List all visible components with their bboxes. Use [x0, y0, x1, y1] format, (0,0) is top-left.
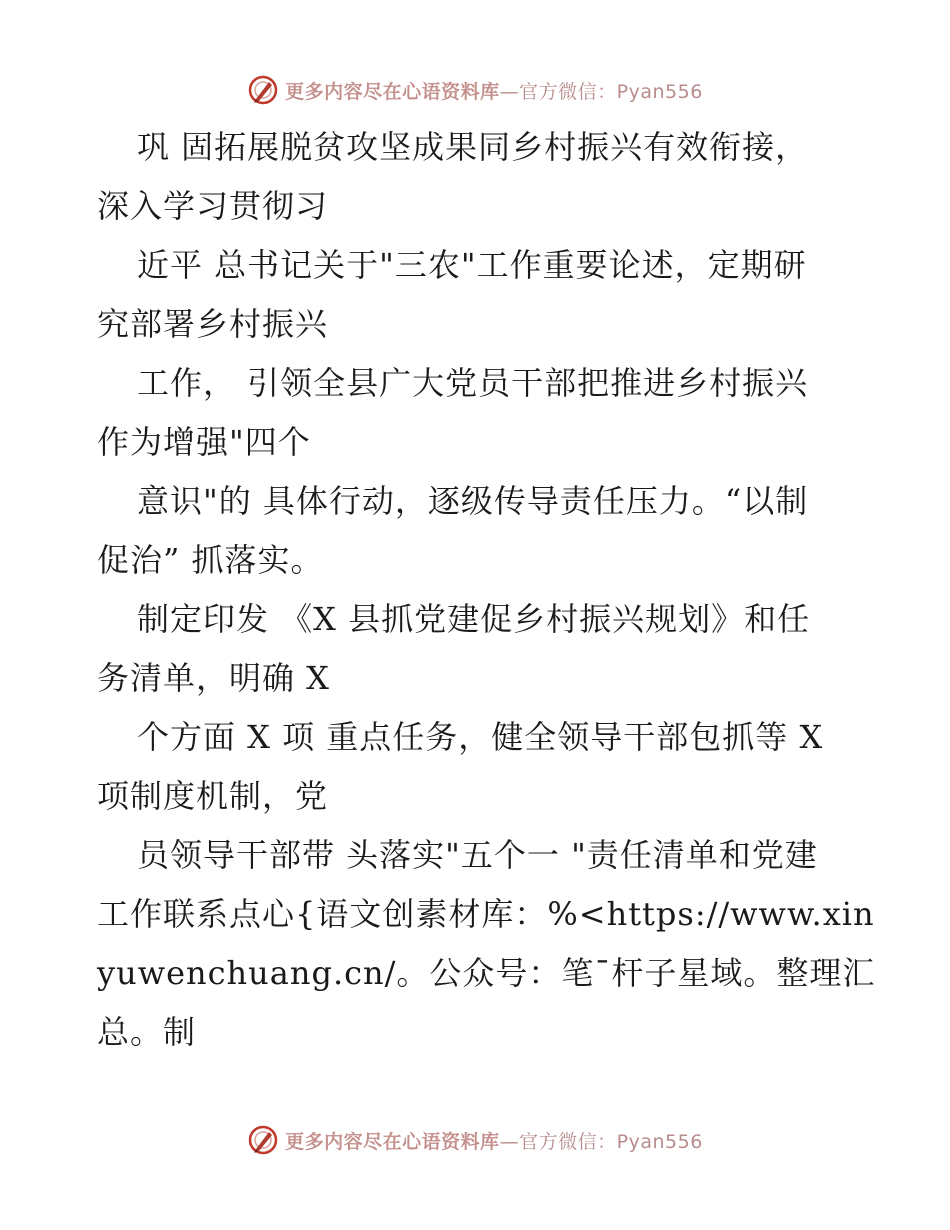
- body-line: 深入学习贯彻习: [97, 187, 329, 225]
- body-line: yuwenchuang.cn/。公众号：笔¯杆子星域。整理汇: [97, 954, 876, 992]
- header-watermark-banner: [0, 70, 950, 110]
- body-line: 员领导干部带 头落实"五个一 "责任清单和党建: [137, 836, 818, 874]
- body-line: 总。制: [97, 1013, 197, 1051]
- body-line: 务清单，明确 X: [97, 659, 330, 697]
- watermark-separator: —: [499, 1130, 520, 1153]
- document-body: [97, 118, 876, 1062]
- watermark-brand: 更多内容尽在心语资料库: [285, 1130, 500, 1153]
- body-line: 意识"的 具体行动，逐级传导责任压力。“以制: [137, 482, 809, 520]
- body-line: 促治” 抓落实。: [97, 541, 324, 579]
- watermark-wechat: 官方微信：Pyan556: [519, 1130, 703, 1153]
- watermark-text: [285, 1127, 703, 1154]
- body-line: 制定印发 《X 县抓党建促乡村振兴规划》和任: [137, 600, 811, 638]
- body-line: 项制度机制，党: [97, 777, 329, 815]
- footer-watermark-banner: [0, 1120, 950, 1160]
- watermark-brand: 更多内容尽在心语资料库: [285, 80, 500, 103]
- body-line: 究部署乡村振兴: [97, 305, 329, 343]
- pen-nib-logo-icon: [247, 1124, 279, 1156]
- body-line: 作为增强"四个: [97, 423, 311, 461]
- body-line: 巩 固拓展脱贫攻坚成果同乡村振兴有效衔接，: [137, 128, 809, 166]
- body-line: 个方面 X 项 重点任务，健全领导干部包抓等 X: [137, 718, 824, 756]
- body-line: 工作， 引领全县广大党员干部把推进乡村振兴: [137, 364, 809, 402]
- body-line: 近平 总书记关于"三农"工作重要论述，定期研: [137, 246, 807, 284]
- body-line: 工作联系点心{语文创素材库：%<https://www.xin: [97, 895, 875, 933]
- pen-nib-logo-icon: [247, 74, 279, 106]
- watermark-wechat: 官方微信：Pyan556: [519, 80, 703, 103]
- watermark-separator: —: [499, 80, 520, 103]
- watermark-text: [285, 77, 703, 104]
